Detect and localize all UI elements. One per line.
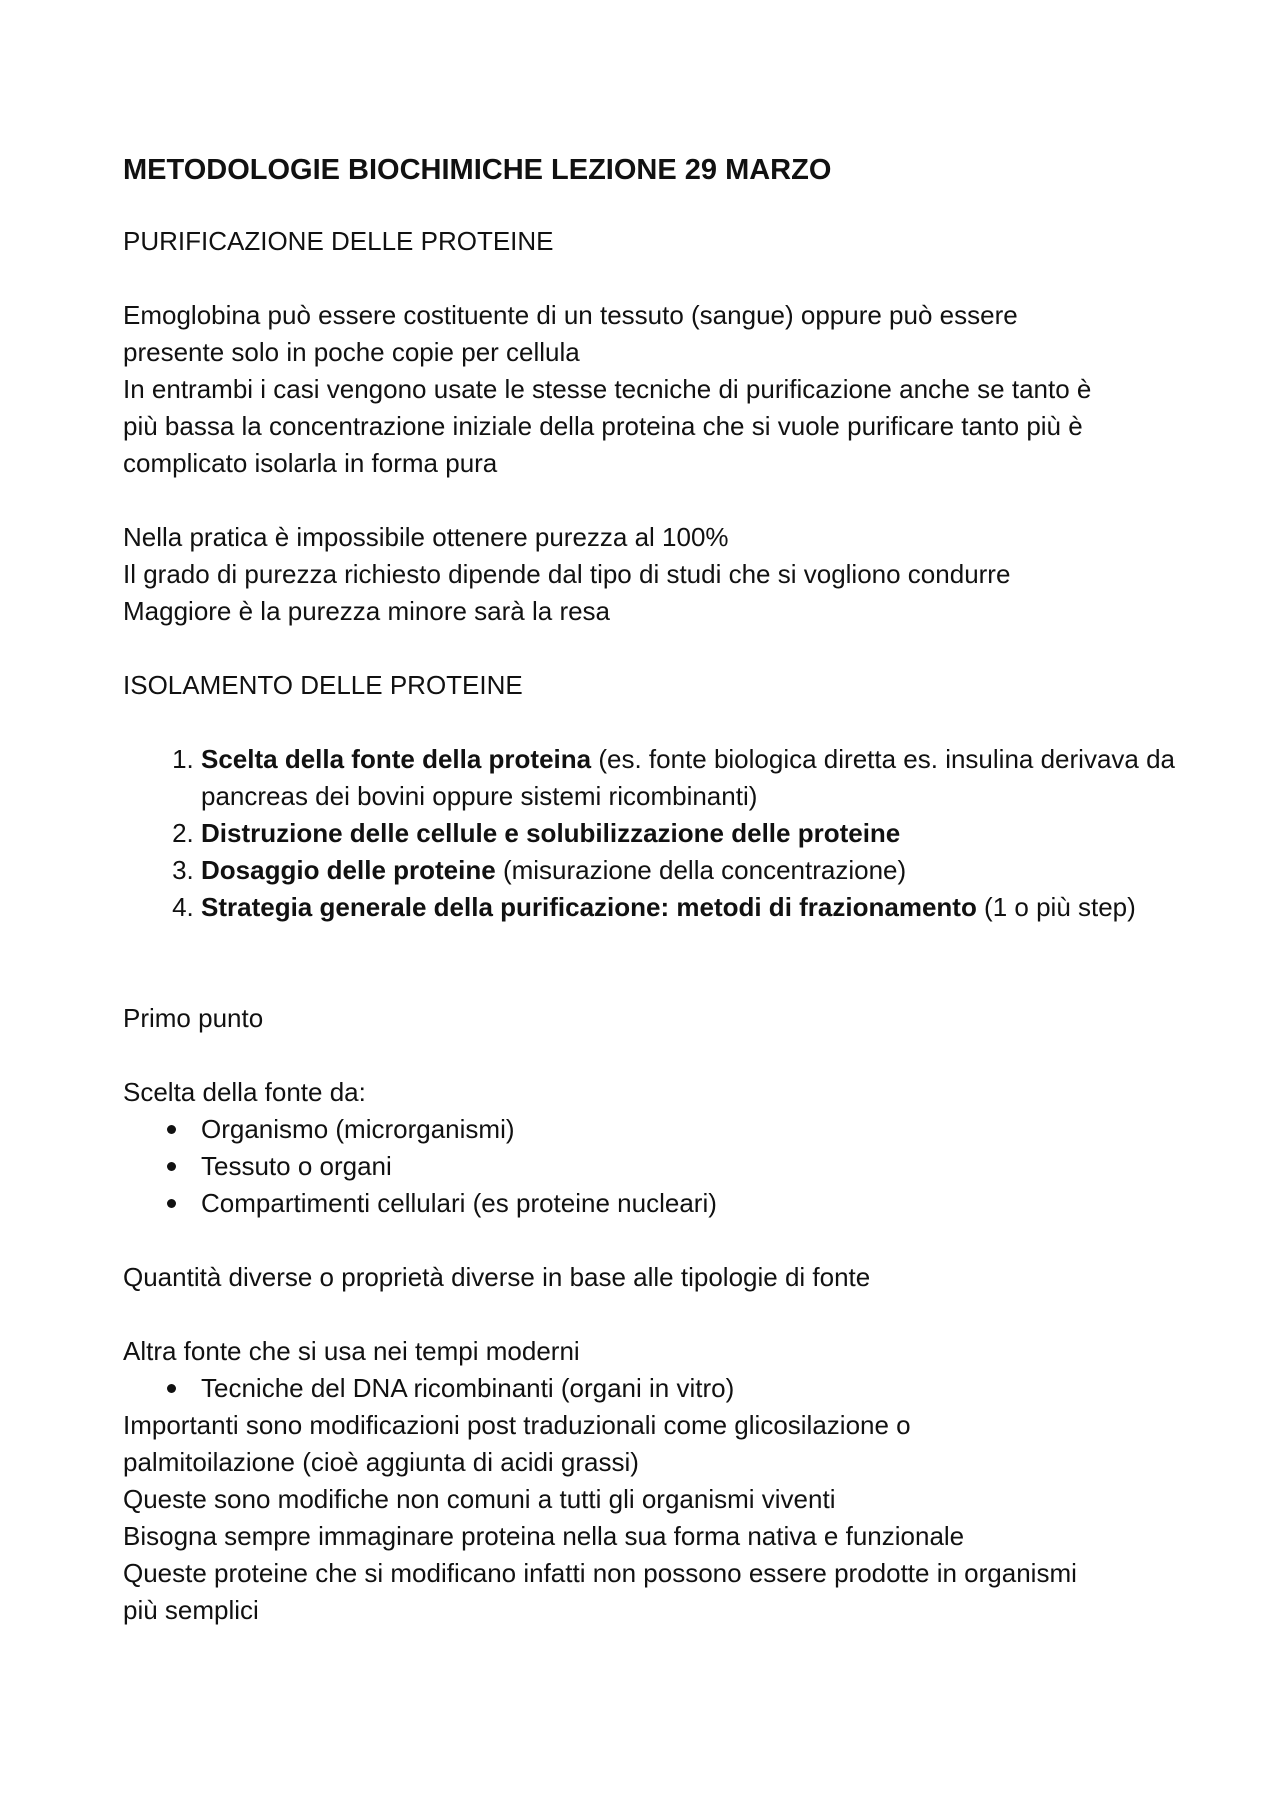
- modern-sources-intro: Altra fonte che si usa nei tempi moderni: [123, 1336, 580, 1366]
- list-item: [201, 741, 1183, 815]
- paragraph-modificazioni: [123, 1407, 1183, 1629]
- text-line: Nella pratica è impossibile ottenere purezza al 100%: [123, 522, 729, 552]
- step-title: Scelta della fonte della proteina: [201, 744, 592, 774]
- sources-note: Quantità diverse o proprietà diverse in base alle tipologie di fonte: [123, 1262, 871, 1292]
- paragraph-emoglobina: [123, 297, 1183, 482]
- step-detail: (es. fonte biologica diretta es. insulina derivava da pancreas dei bovini oppure sistemi ricombinanti): [201, 744, 1176, 811]
- sources-intro: Scelta della fonte da:: [123, 1077, 366, 1107]
- text-line: Il grado di purezza richiesto dipende dal tipo di studi che si vogliono condurre: [123, 559, 1011, 589]
- text-line: più semplici: [123, 1595, 259, 1625]
- list-item: Tecniche del DNA ricombinanti (organi in vitro): [201, 1370, 1183, 1407]
- step-detail: (1 o più step): [976, 892, 1136, 922]
- text-line: complicato isolarla in forma pura: [123, 448, 498, 478]
- step-title: Distruzione delle cellule e solubilizzazione delle proteine: [201, 818, 901, 848]
- document-page: [123, 150, 1183, 1666]
- section-heading-isolamento: ISOLAMENTO DELLE PROTEINE: [123, 670, 523, 700]
- text-line: Queste sono modifiche non comuni a tutti gli organismi viventi: [123, 1484, 836, 1514]
- text-line: Maggiore è la purezza minore sarà la resa: [123, 596, 611, 626]
- text-line: palmitoilazione (cioè aggiunta di acidi grassi): [123, 1447, 639, 1477]
- step-title: Strategia generale della purificazione: metodi di frazionamento: [201, 892, 977, 922]
- text-line: In entrambi i casi vengono usate le stesse tecniche di purificazione anche se tanto è: [123, 374, 1092, 404]
- list-item: Organismo (microrganismi): [201, 1111, 1183, 1148]
- step-detail: (misurazione della concentrazione): [495, 855, 907, 885]
- list-item: [201, 852, 1183, 889]
- list-item: [201, 889, 1183, 926]
- text-line: Queste proteine che si modificano infatti non possono essere prodotte in organismi: [123, 1558, 1077, 1588]
- modern-sources-list: [123, 1370, 1183, 1407]
- text-line: Emoglobina può essere costituente di un tessuto (sangue) oppure può essere: [123, 300, 1018, 330]
- step-title: Dosaggio delle proteine: [201, 855, 496, 885]
- paragraph-purezza: [123, 519, 1183, 630]
- text-line: Bisogna sempre immaginare proteina nella sua forma nativa e funzionale: [123, 1521, 965, 1551]
- list-item: [201, 815, 1183, 852]
- text-line: più bassa la concentrazione iniziale della proteina che si vuole purificare tanto più è: [123, 411, 1083, 441]
- text-line: presente solo in poche copie per cellula: [123, 337, 580, 367]
- document-title: METODOLOGIE BIOCHIMICHE LEZIONE 29 MARZO: [123, 154, 832, 186]
- sources-list: [123, 1111, 1183, 1222]
- list-item: Compartimenti cellulari (es proteine nucleari): [201, 1185, 1183, 1222]
- section-heading-primo-punto: Primo punto: [123, 1003, 264, 1033]
- isolation-steps-list: [123, 741, 1183, 926]
- section-heading-purificazione: PURIFICAZIONE DELLE PROTEINE: [123, 226, 554, 256]
- text-line: Importanti sono modificazioni post traduzionali come glicosilazione o: [123, 1410, 911, 1440]
- list-item: Tessuto o organi: [201, 1148, 1183, 1185]
